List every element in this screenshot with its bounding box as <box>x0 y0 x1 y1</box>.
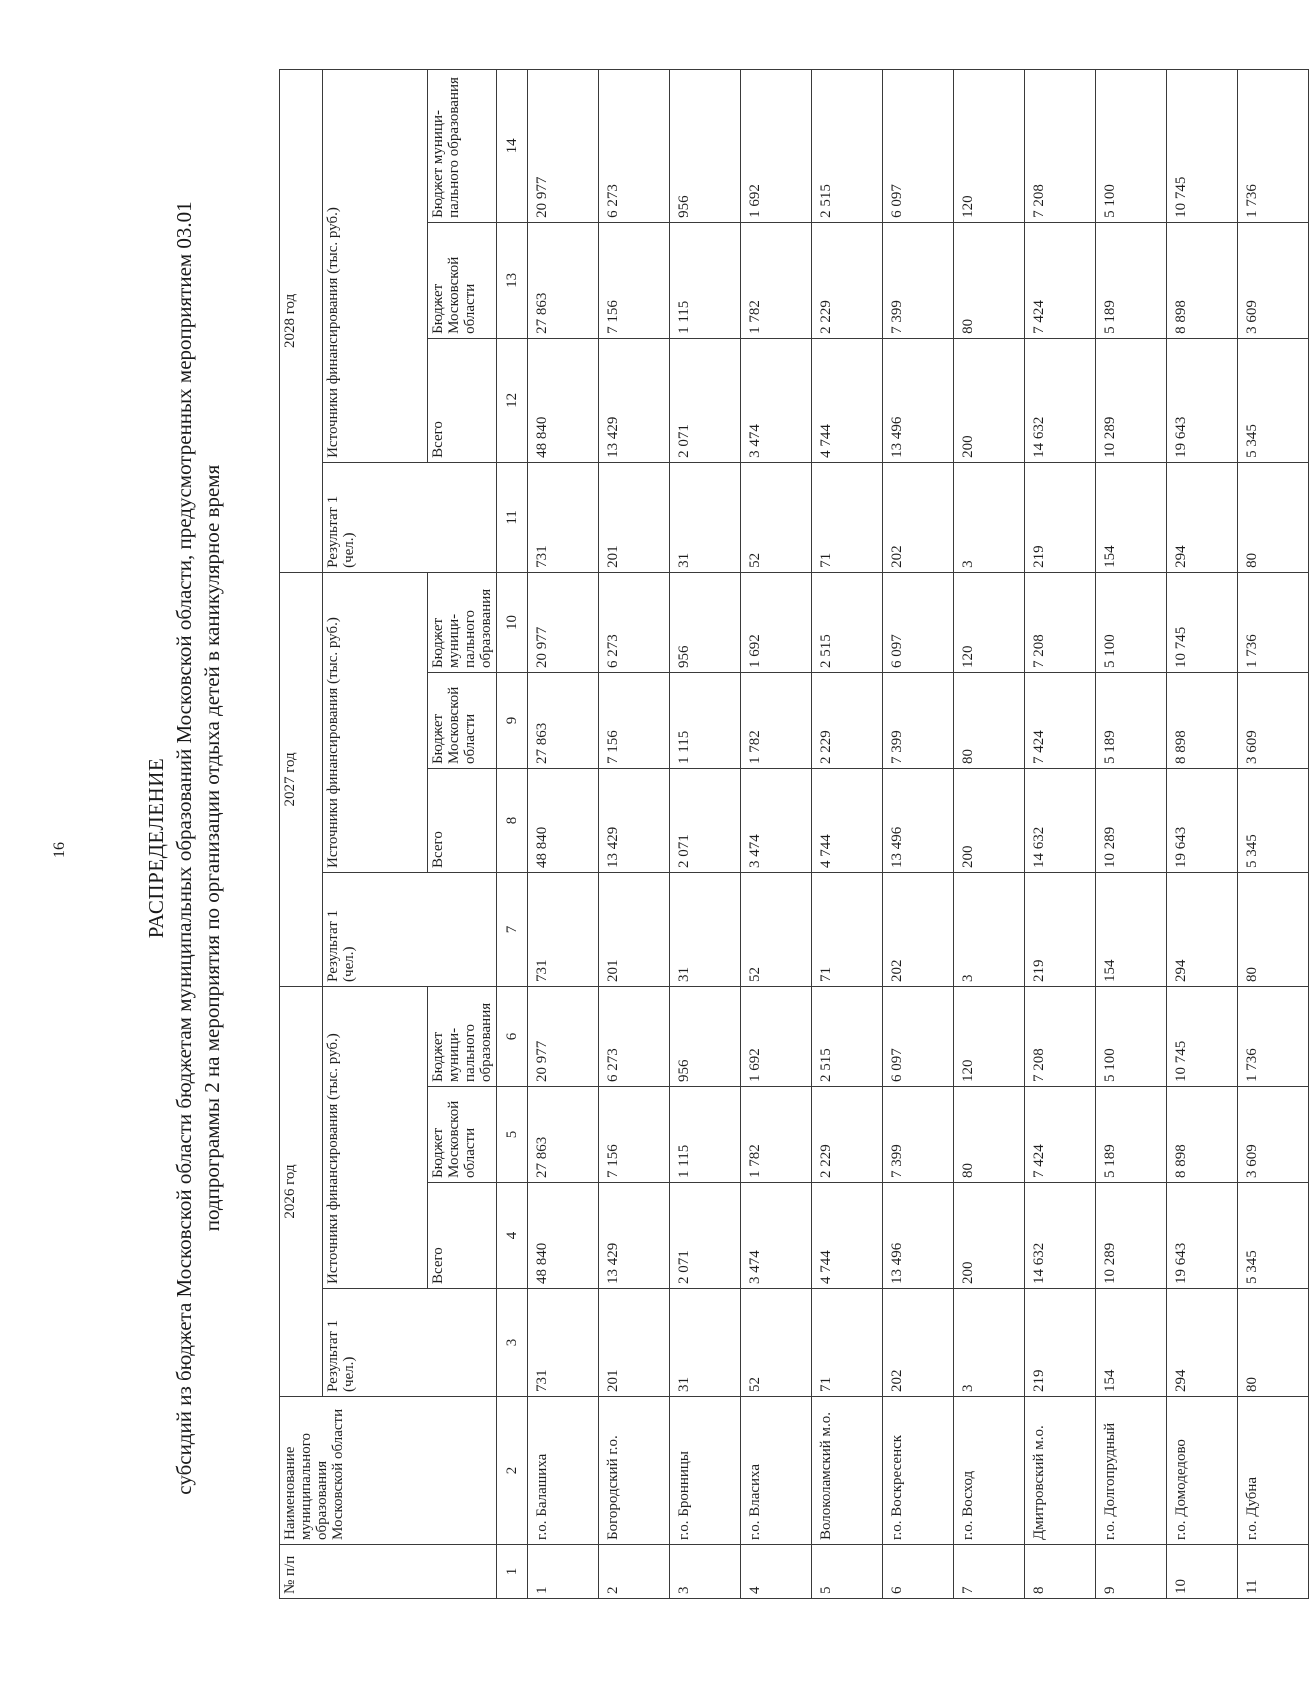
value-cell: 7 208 <box>1025 986 1096 1086</box>
row-number-cell: 4 <box>741 1545 812 1599</box>
value-cell: 71 <box>812 462 883 572</box>
column-number: 8 <box>497 768 528 872</box>
table-row <box>1167 69 1238 1598</box>
header-year-2028: 2028 год <box>280 69 323 572</box>
value-cell: 7 424 <box>1025 672 1096 768</box>
table-row <box>883 69 954 1598</box>
municipality-cell: г.о. Дубна <box>1238 1397 1309 1545</box>
table-row <box>954 69 1025 1598</box>
header-sources-2028: Источники финансирования (тыс. руб.) <box>323 69 428 462</box>
value-cell: 3 474 <box>741 768 812 872</box>
value-cell: 7 399 <box>883 1087 954 1183</box>
value-cell: 6 097 <box>883 986 954 1086</box>
value-cell: 3 474 <box>741 338 812 462</box>
document-title: РАСПРЕДЕЛЕНИЕ <box>144 757 168 939</box>
value-cell: 294 <box>1167 462 1238 572</box>
value-cell: 13 429 <box>599 1183 670 1289</box>
value-cell: 7 208 <box>1025 69 1096 222</box>
column-number: 10 <box>497 572 528 672</box>
value-cell: 2 515 <box>812 572 883 672</box>
value-cell: 1 692 <box>741 986 812 1086</box>
value-cell: 731 <box>528 872 599 986</box>
header-result-2028: Результат 1 (чел.) <box>323 462 497 572</box>
value-cell: 80 <box>954 672 1025 768</box>
header-sources-2027: Источники финансирования (тыс. руб.) <box>323 572 428 872</box>
value-cell: 200 <box>954 768 1025 872</box>
value-cell: 31 <box>670 872 741 986</box>
municipality-cell: г.о. Власиха <box>741 1397 812 1545</box>
value-cell: 80 <box>1238 462 1309 572</box>
table-row <box>528 69 599 1598</box>
value-cell: 14 632 <box>1025 1183 1096 1289</box>
header-regional-budget-2026: Бюджет Московской области <box>428 1087 497 1183</box>
value-cell: 3 609 <box>1238 1087 1309 1183</box>
value-cell: 120 <box>954 572 1025 672</box>
table-row <box>670 69 741 1598</box>
header-municipal-budget-2027: Бюджет муници-пального образования <box>428 572 497 672</box>
value-cell: 294 <box>1167 872 1238 986</box>
column-number: 3 <box>497 1289 528 1397</box>
value-cell: 6 273 <box>599 572 670 672</box>
value-cell: 1 736 <box>1238 572 1309 672</box>
municipality-cell: г.о. Долгопрудный <box>1096 1397 1167 1545</box>
value-cell: 5 100 <box>1096 69 1167 222</box>
table-row <box>812 69 883 1598</box>
value-cell: 1 736 <box>1238 986 1309 1086</box>
row-number-cell: 3 <box>670 1545 741 1599</box>
value-cell: 3 <box>954 872 1025 986</box>
document-subtitle-line-2: подпрограммы 2 на мероприятия по организации отдыха детей в каникулярное время <box>200 464 224 1232</box>
row-number-cell: 7 <box>954 1545 1025 1599</box>
row-number-cell: 9 <box>1096 1545 1167 1599</box>
value-cell: 80 <box>954 222 1025 338</box>
value-cell: 5 345 <box>1238 338 1309 462</box>
value-cell: 52 <box>741 462 812 572</box>
value-cell: 200 <box>954 1183 1025 1289</box>
value-cell: 80 <box>1238 872 1309 986</box>
value-cell: 2 071 <box>670 338 741 462</box>
column-number: 11 <box>497 462 528 572</box>
value-cell: 80 <box>1238 1289 1309 1397</box>
value-cell: 1 115 <box>670 672 741 768</box>
value-cell: 3 <box>954 462 1025 572</box>
value-cell: 7 399 <box>883 222 954 338</box>
municipality-cell: г.о. Восход <box>954 1397 1025 1545</box>
value-cell: 201 <box>599 462 670 572</box>
value-cell: 219 <box>1025 872 1096 986</box>
value-cell: 19 643 <box>1167 768 1238 872</box>
value-cell: 2 071 <box>670 768 741 872</box>
value-cell: 13 429 <box>599 338 670 462</box>
value-cell: 1 782 <box>741 672 812 768</box>
value-cell: 20 977 <box>528 572 599 672</box>
value-cell: 14 632 <box>1025 768 1096 872</box>
distribution-table <box>279 69 1309 1599</box>
value-cell: 202 <box>883 462 954 572</box>
value-cell: 2 229 <box>812 1087 883 1183</box>
value-cell: 31 <box>670 1289 741 1397</box>
header-year-2026: 2026 год <box>280 986 323 1396</box>
municipality-cell: Дмитровский м.о. <box>1025 1397 1096 1545</box>
value-cell: 1 115 <box>670 222 741 338</box>
value-cell: 7 156 <box>599 1087 670 1183</box>
value-cell: 10 745 <box>1167 572 1238 672</box>
column-number: 2 <box>497 1397 528 1545</box>
value-cell: 2 515 <box>812 69 883 222</box>
document-heading <box>142 68 226 1628</box>
value-cell: 154 <box>1096 462 1167 572</box>
value-cell: 6 273 <box>599 986 670 1086</box>
value-cell: 202 <box>883 1289 954 1397</box>
table-row <box>741 69 812 1598</box>
value-cell: 154 <box>1096 1289 1167 1397</box>
value-cell: 1 115 <box>670 1087 741 1183</box>
value-cell: 120 <box>954 69 1025 222</box>
value-cell: 294 <box>1167 1289 1238 1397</box>
value-cell: 3 609 <box>1238 222 1309 338</box>
value-cell: 5 189 <box>1096 222 1167 338</box>
value-cell: 201 <box>599 872 670 986</box>
value-cell: 5 100 <box>1096 572 1167 672</box>
value-cell: 1 782 <box>741 222 812 338</box>
municipality-cell: Волоколамский м.о. <box>812 1397 883 1545</box>
value-cell: 8 898 <box>1167 222 1238 338</box>
row-number-cell: 10 <box>1167 1545 1238 1599</box>
value-cell: 20 977 <box>528 986 599 1086</box>
table-row <box>1096 69 1167 1598</box>
value-cell: 120 <box>954 986 1025 1086</box>
column-number: 4 <box>497 1183 528 1289</box>
municipality-cell: г.о. Бронницы <box>670 1397 741 1545</box>
value-cell: 1 692 <box>741 572 812 672</box>
document-subtitle-line-1: субсидий из бюджета Московской области бюджетам муниципальных образований Московской области, предусмотренных мероприятием 03.01 <box>172 201 196 1495</box>
value-cell: 31 <box>670 462 741 572</box>
table-row <box>1238 69 1309 1598</box>
header-regional-budget-2027: Бюджет Московской области <box>428 672 497 768</box>
header-municipal-budget-2028: Бюджет муници-пального образования <box>428 69 497 222</box>
municipality-cell: г.о. Балашиха <box>528 1397 599 1545</box>
row-number-cell: 5 <box>812 1545 883 1599</box>
value-cell: 7 399 <box>883 672 954 768</box>
header-total-2026: Всего <box>428 1183 497 1289</box>
header-year-2027: 2027 год <box>280 572 323 986</box>
value-cell: 731 <box>528 1289 599 1397</box>
value-cell: 13 429 <box>599 768 670 872</box>
value-cell: 5 189 <box>1096 672 1167 768</box>
column-number-row <box>497 69 528 1598</box>
municipality-cell: г.о. Воскресенск <box>883 1397 954 1545</box>
row-number-cell: 8 <box>1025 1545 1096 1599</box>
value-cell: 52 <box>741 1289 812 1397</box>
value-cell: 202 <box>883 872 954 986</box>
header-regional-budget-2028: Бюджет Московской области <box>428 222 497 338</box>
value-cell: 956 <box>670 572 741 672</box>
value-cell: 27 863 <box>528 222 599 338</box>
header-row-number: № п/п <box>280 1545 497 1599</box>
value-cell: 6 273 <box>599 69 670 222</box>
header-municipal-budget-2026: Бюджет муници-пального образования <box>428 986 497 1086</box>
value-cell: 219 <box>1025 1289 1096 1397</box>
value-cell: 956 <box>670 69 741 222</box>
value-cell: 27 863 <box>528 1087 599 1183</box>
page-number: 16 <box>51 842 68 858</box>
value-cell: 201 <box>599 1289 670 1397</box>
value-cell: 2 229 <box>812 672 883 768</box>
table-row <box>599 69 670 1598</box>
value-cell: 2 229 <box>812 222 883 338</box>
value-cell: 7 156 <box>599 672 670 768</box>
row-number-cell: 2 <box>599 1545 670 1599</box>
value-cell: 956 <box>670 986 741 1086</box>
value-cell: 13 496 <box>883 1183 954 1289</box>
value-cell: 6 097 <box>883 572 954 672</box>
municipality-cell: г.о. Домодедово <box>1167 1397 1238 1545</box>
header-result-2027: Результат 1 (чел.) <box>323 872 497 986</box>
value-cell: 5 345 <box>1238 768 1309 872</box>
value-cell: 5 189 <box>1096 1087 1167 1183</box>
row-number-cell: 6 <box>883 1545 954 1599</box>
row-number-cell: 1 <box>528 1545 599 1599</box>
header-total-2028: Всего <box>428 338 497 462</box>
value-cell: 4 744 <box>812 768 883 872</box>
value-cell: 14 632 <box>1025 338 1096 462</box>
value-cell: 10 289 <box>1096 768 1167 872</box>
value-cell: 6 097 <box>883 69 954 222</box>
value-cell: 8 898 <box>1167 672 1238 768</box>
column-number: 7 <box>497 872 528 986</box>
value-cell: 5 345 <box>1238 1183 1309 1289</box>
value-cell: 731 <box>528 462 599 572</box>
value-cell: 13 496 <box>883 768 954 872</box>
column-number: 14 <box>497 69 528 222</box>
value-cell: 4 744 <box>812 338 883 462</box>
value-cell: 2 515 <box>812 986 883 1086</box>
value-cell: 8 898 <box>1167 1087 1238 1183</box>
value-cell: 80 <box>954 1087 1025 1183</box>
header-municipality-name: Наименование муниципального образования Московской области <box>280 1397 497 1545</box>
column-number: 9 <box>497 672 528 768</box>
column-number: 12 <box>497 338 528 462</box>
value-cell: 200 <box>954 338 1025 462</box>
header-total-2027: Всего <box>428 768 497 872</box>
value-cell: 27 863 <box>528 672 599 768</box>
value-cell: 71 <box>812 872 883 986</box>
value-cell: 20 977 <box>528 69 599 222</box>
value-cell: 10 745 <box>1167 69 1238 222</box>
value-cell: 10 745 <box>1167 986 1238 1086</box>
value-cell: 48 840 <box>528 338 599 462</box>
value-cell: 19 643 <box>1167 1183 1238 1289</box>
column-number: 1 <box>497 1545 528 1599</box>
column-number: 13 <box>497 222 528 338</box>
value-cell: 1 736 <box>1238 69 1309 222</box>
header-sources-2026: Источники финансирования (тыс. руб.) <box>323 986 428 1288</box>
value-cell: 1 782 <box>741 1087 812 1183</box>
value-cell: 7 424 <box>1025 1087 1096 1183</box>
value-cell: 5 100 <box>1096 986 1167 1086</box>
header-result-2026: Результат 1 (чел.) <box>323 1289 497 1397</box>
column-number: 5 <box>497 1087 528 1183</box>
table-row <box>1025 69 1096 1598</box>
value-cell: 3 609 <box>1238 672 1309 768</box>
value-cell: 7 424 <box>1025 222 1096 338</box>
column-number: 6 <box>497 986 528 1086</box>
value-cell: 19 643 <box>1167 338 1238 462</box>
value-cell: 219 <box>1025 462 1096 572</box>
value-cell: 10 289 <box>1096 338 1167 462</box>
value-cell: 48 840 <box>528 1183 599 1289</box>
value-cell: 4 744 <box>812 1183 883 1289</box>
value-cell: 10 289 <box>1096 1183 1167 1289</box>
value-cell: 7 208 <box>1025 572 1096 672</box>
value-cell: 52 <box>741 872 812 986</box>
value-cell: 154 <box>1096 872 1167 986</box>
value-cell: 3 <box>954 1289 1025 1397</box>
municipality-cell: Богородский г.о. <box>599 1397 670 1545</box>
value-cell: 2 071 <box>670 1183 741 1289</box>
value-cell: 1 692 <box>741 69 812 222</box>
row-number-cell: 11 <box>1238 1545 1309 1599</box>
distribution-table-frame <box>279 70 1260 1599</box>
value-cell: 71 <box>812 1289 883 1397</box>
value-cell: 13 496 <box>883 338 954 462</box>
value-cell: 48 840 <box>528 768 599 872</box>
value-cell: 7 156 <box>599 222 670 338</box>
value-cell: 3 474 <box>741 1183 812 1289</box>
